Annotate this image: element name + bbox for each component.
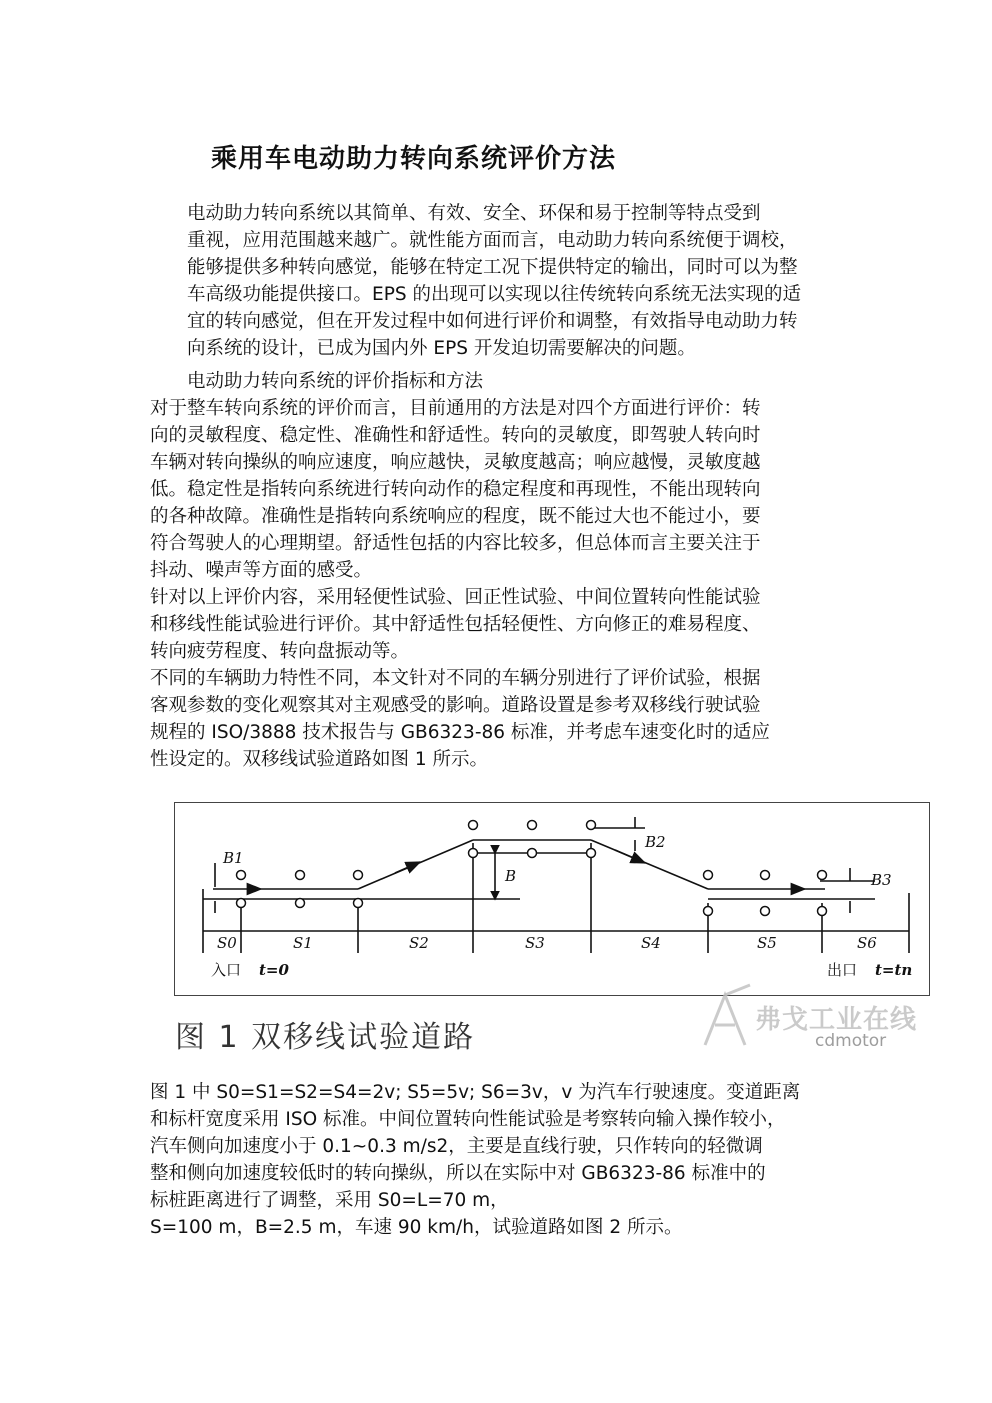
text-line: 宜的转向感觉，但在开发过程中如何进行评价和调整，有效指导电动助力转 xyxy=(187,311,798,332)
cone xyxy=(761,907,770,916)
cone xyxy=(469,821,478,830)
text-line: S=100 m，B=2.5 m，车速 90 km/h，试验道路如图 2 所示。 xyxy=(150,1217,683,1238)
text-line: 规程的 ISO/3888 技术报告与 GB6323-86 标准，并考虑车速变化时的适应 xyxy=(150,722,770,743)
text-line: 能够提供多种转向感觉，能够在特定工况下提供特定的输出，同时可以为整 xyxy=(187,257,798,278)
text-line: 对于整车转向系统的评价而言，目前通用的方法是对四个方面进行评价：转 xyxy=(150,398,761,419)
label-s5: S5 xyxy=(757,934,777,952)
text-line: 转向疲劳程度、转向盘振动等。 xyxy=(150,641,410,662)
text-line: 车辆对转向操纵的响应速度，响应越快，灵敏度越高；响应越慢，灵敏度越 xyxy=(150,452,761,473)
label-exit: 出口 xyxy=(827,961,858,979)
label-s0: S0 xyxy=(217,934,237,952)
figure-caption: 图 1 双移线试验道路 xyxy=(175,1020,476,1055)
paragraph-figure-notes xyxy=(150,1079,850,1241)
cone xyxy=(237,899,246,908)
text-line: 低。稳定性是指转向系统进行转向动作的稳定程度和再现性，不能出现转向 xyxy=(150,479,761,500)
cone xyxy=(587,821,596,830)
section-heading: 电动助力转向系统的评价指标和方法 xyxy=(187,371,484,392)
cone xyxy=(818,907,827,916)
label-exit-time: t=tn xyxy=(875,961,913,979)
page-title: 乘用车电动助力转向系统评价方法 xyxy=(211,144,617,174)
cone xyxy=(469,849,478,858)
text-line: 整和侧向加速度较低时的转向操纵，所以在实际中对 GB6323-86 标准中的 xyxy=(150,1163,766,1184)
double-lane-change-diagram xyxy=(174,802,930,996)
text-line: 针对以上评价内容，采用轻便性试验、回正性试验、中间位置转向性能试验 xyxy=(150,587,761,608)
cone xyxy=(528,821,537,830)
paragraph-intro xyxy=(150,200,850,362)
label-s6: S6 xyxy=(857,934,877,952)
text-line: 客观参数的变化观察其对主观感受的影响。道路设置是参考双移线行驶试验 xyxy=(150,695,761,716)
label-b1: B1 xyxy=(223,849,244,867)
path-arrow-down xyxy=(615,850,645,863)
cone xyxy=(528,849,537,858)
text-line: 车高级功能提供接口。EPS 的出现可以实现以往传统转向系统无法实现的适 xyxy=(187,284,801,305)
label-s3: S3 xyxy=(525,934,545,952)
cone xyxy=(818,871,827,880)
label-b: B xyxy=(505,867,517,885)
cone xyxy=(296,871,305,880)
cone xyxy=(237,871,246,880)
label-s2: S2 xyxy=(409,934,429,952)
cone xyxy=(704,907,713,916)
label-s4: S4 xyxy=(641,934,661,952)
label-entry-time: t=0 xyxy=(259,961,289,979)
cone xyxy=(761,871,770,880)
cone xyxy=(296,899,305,908)
text-line: 和移线性能试验进行评价。其中舒适性包括轻便性、方向修正的难易程度、 xyxy=(150,614,761,635)
label-entry: 入口 xyxy=(211,961,242,979)
label-s1: S1 xyxy=(293,934,313,952)
text-line: 符合驾驶人的心理期望。舒适性包括的内容比较多，但总体而言主要关注于 xyxy=(150,533,761,554)
text-line: 向的灵敏程度、稳定性、准确性和舒适性。转向的灵敏度，即驾驶人转向时 xyxy=(150,425,761,446)
cone xyxy=(354,899,363,908)
watermark-english-text: cdmotor xyxy=(815,1031,887,1051)
label-b3: B3 xyxy=(871,871,892,889)
watermark-chinese-text: 弗戈工业在线 xyxy=(755,1005,918,1035)
text-line: 的各种故障。准确性是指转向系统响应的程度，既不能过大也不能过小，要 xyxy=(150,506,761,527)
text-line: 电动助力转向系统以其简单、有效、安全、环保和易于控制等特点受到 xyxy=(187,203,761,224)
road-layout-svg xyxy=(175,803,931,997)
cone xyxy=(587,849,596,858)
paragraph-evaluation xyxy=(150,368,850,773)
text-line: 向系统的设计，已成为国内外 EPS 开发迫切需要解决的问题。 xyxy=(187,338,696,359)
text-line: 不同的车辆助力特性不同，本文针对不同的车辆分别进行了评价试验，根据 xyxy=(150,668,761,689)
label-b2: B2 xyxy=(645,833,666,851)
cone xyxy=(354,871,363,880)
text-line: 和标杆宽度采用 ISO 标准。中间位置转向性能试验是考察转向输入操作较小， xyxy=(150,1109,786,1130)
cone xyxy=(704,871,713,880)
text-line: 性设定的。双移线试验道路如图 1 所示。 xyxy=(150,749,489,770)
text-line: 抖动、噪声等方面的感受。 xyxy=(150,560,373,581)
text-line: 图 1 中 S0=S1=S2=S4=2v; S5=5v; S6=3v，v 为汽车行驶速度。变道距离 xyxy=(150,1082,801,1103)
watermark xyxy=(695,975,935,1065)
text-line: 汽车侧向加速度小于 0.1~0.3 m/s2，主要是直线行驶，只作转向的轻微调 xyxy=(150,1136,763,1157)
path-arrow-up xyxy=(395,862,420,873)
text-line: 重视，应用范围越来越广。就性能方面而言，电动助力转向系统便于调校， xyxy=(187,230,798,251)
text-line: 标桩距离进行了调整，采用 S0=L=70 m， xyxy=(150,1190,509,1211)
